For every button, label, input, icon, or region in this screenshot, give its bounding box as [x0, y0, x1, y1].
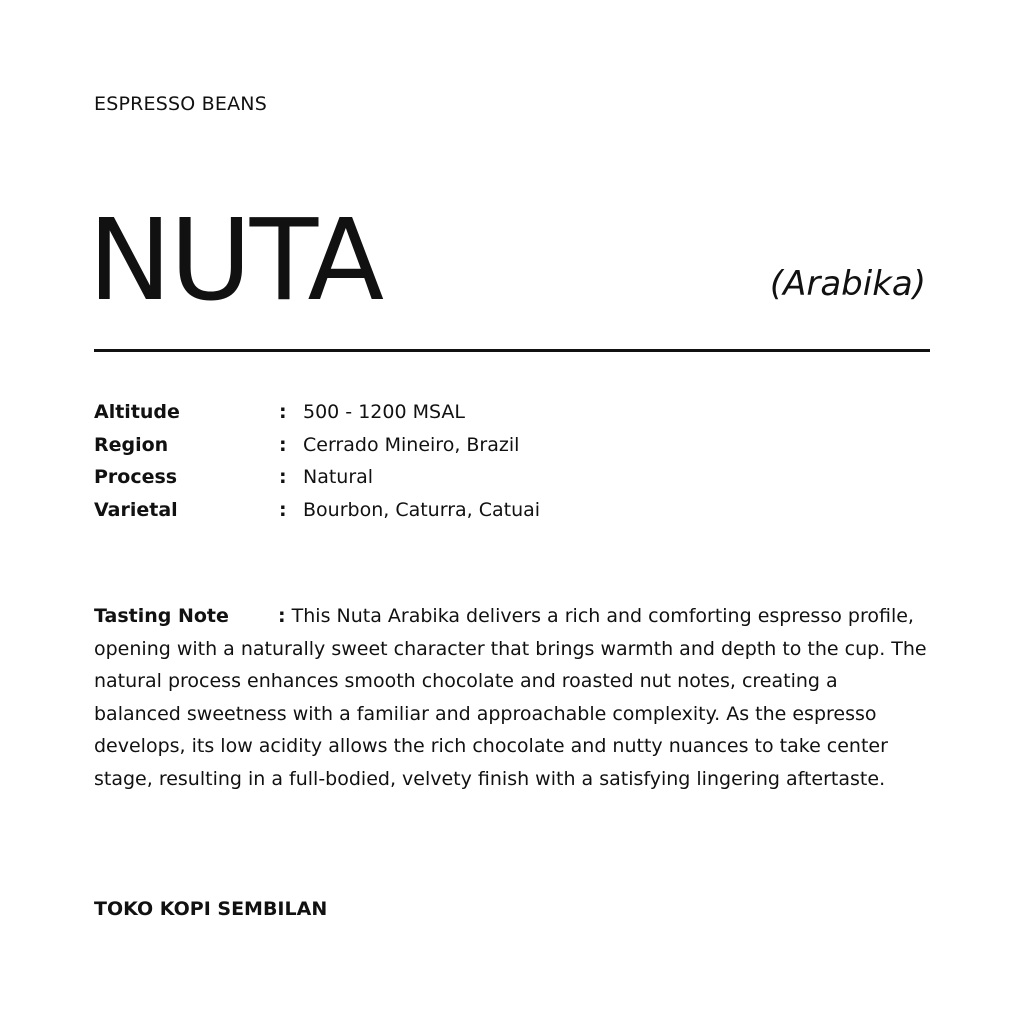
spec-row-region	[94, 431, 914, 464]
spec-row-process	[94, 463, 914, 496]
divider	[94, 349, 930, 352]
spec-separator: :	[279, 401, 287, 423]
spec-label: Altitude	[94, 401, 180, 423]
spec-row-varietal	[94, 496, 914, 529]
spec-separator: :	[279, 433, 287, 456]
spec-row-altitude	[94, 398, 914, 431]
spec-label: Process	[94, 466, 178, 488]
product-title: NUTA	[88, 196, 383, 326]
spec-separator: :	[279, 466, 287, 488]
tasting-note-separator: :	[278, 605, 286, 627]
spec-separator: :	[279, 498, 287, 521]
tasting-note-text: This Nuta Arabika delivers a rich and comforting espresso profile, opening with a naturally sweet character that brings warmth and depth to the cup. The natural process enhances smooth chocolate and roasted nut notes, creating a balanced sweetness with a familiar and approachable complexity. As the espresso develops, its low acidity allows the rich chocolate and nutty nuances to take center stage, resulting in a full-bodied, velvety finish with a satisfying lingering aftertaste.	[94, 605, 927, 790]
spec-value: Natural	[303, 466, 374, 488]
variety-label: (Arabika)	[769, 264, 926, 304]
brand-name: TOKO KOPI SEMBILAN	[94, 898, 328, 920]
tasting-note-label: Tasting Note	[94, 605, 229, 627]
spec-label: Region	[94, 433, 169, 456]
spec-label: Varietal	[94, 498, 178, 521]
spec-value: 500 - 1200 MSAL	[303, 401, 465, 423]
spec-value: Bourbon, Caturra, Catuai	[303, 498, 541, 521]
category-label: ESPRESSO BEANS	[94, 93, 267, 115]
spec-value: Cerrado Mineiro, Brazil	[303, 433, 520, 456]
tasting-note	[94, 600, 930, 796]
spec-list	[94, 398, 914, 528]
